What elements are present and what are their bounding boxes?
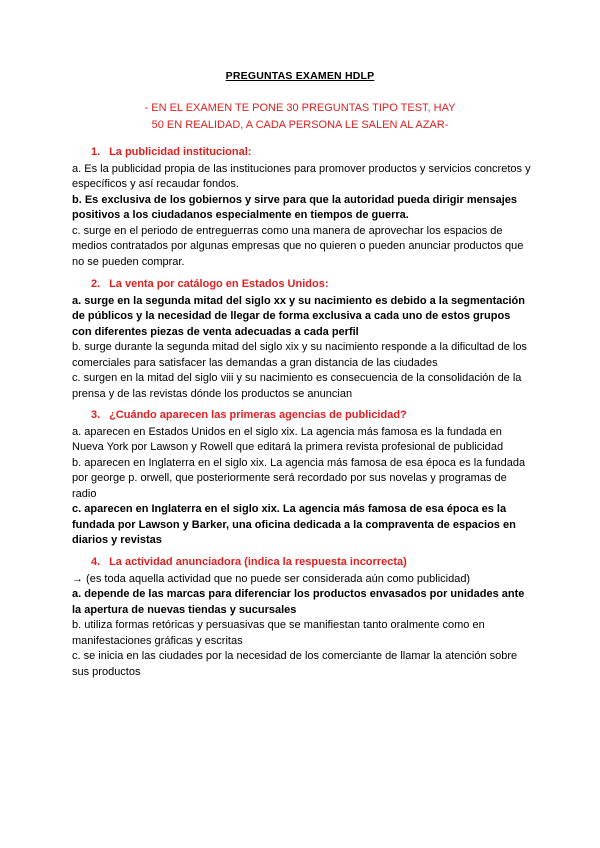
question-2-title xyxy=(91,277,532,293)
exam-note-line-2: 50 EN REALIDAD, A CADA PERSONA LE SALEN AL AZAR- xyxy=(151,119,449,131)
question-text: La publicidad institucional: xyxy=(109,146,252,158)
question-text: La actividad anunciadora (indica la respuesta incorrecta) xyxy=(109,556,407,568)
answer-c: c. aparecen en Inglaterra en el siglo xix. La agencia más famosa de esa época es la fundada por Lawson y Barker, una oficina dedicada a la compraventa de espacios en diarios y revistas xyxy=(72,503,516,546)
answer-a: a. depende de las marcas para diferenciar los productos envasados por unidades ante la apertura de nuevas tiendas y sucursales xyxy=(72,588,525,616)
answer-a: a. surge en la segunda mitad del siglo xx y su nacimiento es debido a la segmentación de públicos y la necesidad de llegar de forma exclusiva a cada uno de estos grupos con diferentes piezas de venta adecuadas a cada perfil xyxy=(72,294,525,338)
question-3-title xyxy=(91,408,532,424)
answer-c: c. surge en el periodo de entreguerras como una manera de aprovechar los espacios de medios contratados por algunas empresas que no quieren o pueden anunciar productos que no se pueden comprar. xyxy=(72,224,524,268)
answer-b: b. Es exclusiva de los gobiernos y sirve para que la autoridad pueda dirigir mensajes positivos a los ciudadanos especialmente en tiempos de guerra. xyxy=(72,193,518,221)
document-title: PREGUNTAS EXAMEN HDLP xyxy=(225,70,375,82)
question-1 xyxy=(72,145,532,270)
question-text: ¿Cuándo aparecen las primeras agencias de publicidad? xyxy=(109,409,407,421)
answer-b: b. aparecen en Inglaterra en el siglo xix. La agencia más famosa de esa época es la fundada por george p. orwell, que posteriormente será recordado por sus novelas y programas de radio xyxy=(72,456,526,500)
exam-note xyxy=(0,100,600,134)
answer-a: a. Es la publicidad propia de las instituciones para promover productos y servicios concretos y específicos y así recaudar fondos. xyxy=(72,162,531,190)
question-4-arrow-note: → (es toda aquella actividad que no puede ser considerada aún como publicidad) xyxy=(72,572,471,585)
answer-b: b. surge durante la segunda mitad del siglo xix y su nacimiento responde a la dificultad de los comerciales para satisfacer las demandas a gran distancia de las ciudades xyxy=(72,341,527,369)
question-2 xyxy=(72,277,532,402)
question-number: 2. xyxy=(91,278,101,290)
answer-a: a. aparecen en Estados Unidos en el siglo xix. La agencia más famosa es la fundada en Nueva York por Lawson y Rowell que editará la primera revista profesional de publicidad xyxy=(72,425,504,453)
question-number: 4. xyxy=(91,556,101,568)
question-number: 1. xyxy=(91,146,101,158)
answer-c: c. se inicia en las ciudades por la necesidad de los comerciante de llamar la atención sobre sus productos xyxy=(72,650,518,678)
question-text: La venta por catálogo en Estados Unidos: xyxy=(109,278,329,290)
question-number: 3. xyxy=(91,409,101,421)
question-4-title xyxy=(91,555,532,571)
exam-note-line-1: - EN EL EXAMEN TE PONE 30 PREGUNTAS TIPO TEST, HAY xyxy=(144,102,456,114)
answer-b: b. utiliza formas retóricas y persuasivas que se manifiestan tanto oralmente como en manifestaciones gráficas y escritas xyxy=(72,619,485,647)
answer-c: c. surgen en la mitad del siglo viii y su nacimiento es consecuencia de la consolidación de la prensa y de las revistas dónde los productos se anuncian xyxy=(72,372,522,400)
question-4 xyxy=(72,555,532,680)
question-3 xyxy=(72,408,532,549)
question-1-title xyxy=(91,145,532,161)
